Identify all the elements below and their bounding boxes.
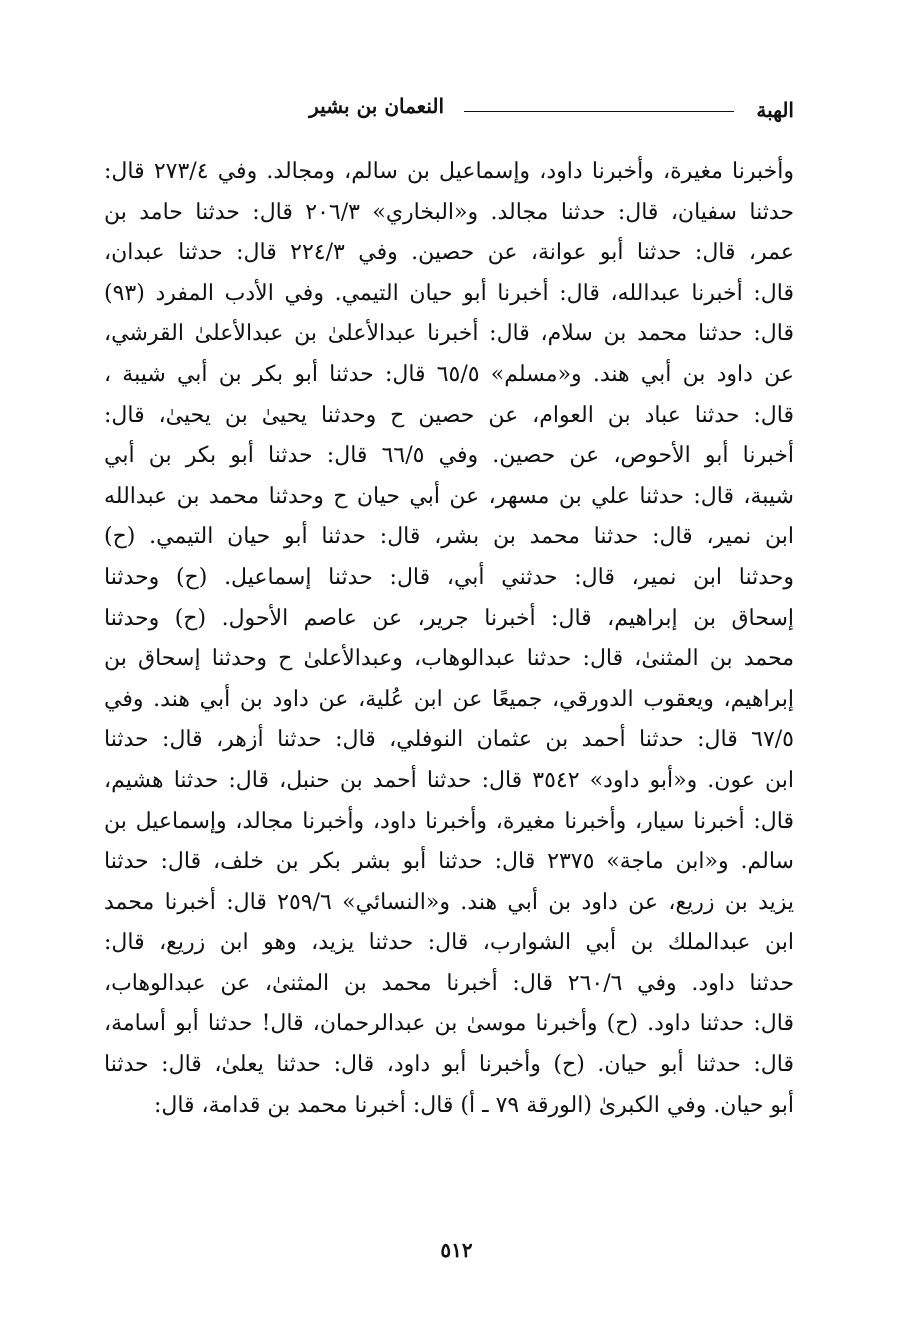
- page-number: ٥١٢: [440, 1238, 473, 1262]
- text-line: أخبرنا أبو الأحوص، عن حصين. وفي ٦٦/٥ قال: حدثنا أبو بكر بن أبي: [104, 443, 794, 469]
- text-line: قال: حدثنا محمد بن سلام، قال: أخبرنا عبدالأعلىٰ بن عبدالأعلىٰ القرشي،: [104, 321, 794, 347]
- text-line: عن داود بن أبي هند. و«مسلم» ٦٥/٥ قال: حدثنا أبو بكر بن أبي شيبة ،: [104, 361, 794, 387]
- body-text: [104, 152, 794, 1126]
- text-line: أبو حيان. وفي الكبرىٰ (الورقة ٧٩ ـ أ) قال: أخبرنا محمد بن قدامة، قال:: [153, 1092, 794, 1118]
- text-line: يزيد بن زريع، عن داود بن أبي هند. و«النسائي» ٢٥٩/٦ قال: أخبرنا محمد: [104, 889, 794, 915]
- text-line: قال: أخبرنا عبدالله، قال: أخبرنا أبو حيان التيمي. وفي الأدب المفرد (٩٣): [104, 280, 794, 306]
- text-line: ابن نمير، قال: حدثنا محمد بن بشر، قال: حدثنا أبو حيان التيمي. (ح): [104, 524, 794, 550]
- text-line: قال: حدثنا أبو حيان. (ح) وأخبرنا أبو داود، قال: حدثنا يعلىٰ، قال: حدثنا: [104, 1052, 794, 1078]
- text-line: قال: حدثنا عباد بن العوام، عن حصين ح وحدثنا يحيىٰ بن يحيىٰ، قال:: [104, 402, 794, 428]
- text-line: وأخبرنا مغيرة، وأخبرنا داود، وإسماعيل بن سالم، ومجالد. وفي ٢٧٣/٤ قال:: [104, 159, 794, 184]
- text-line: ٦٧/٥ قال: حدثنا أحمد بن عثمان النوفلي، قال: حدثنا أزهر، قال: حدثنا: [104, 727, 794, 753]
- text-line: إبراهيم، ويعقوب الدورقي، جميعًا عن ابن عُلية، عن داود بن أبي هند. وفي: [104, 686, 794, 712]
- text-line: وحدثنا ابن نمير، قال: حدثني أبي، قال: حدثنا إسماعيل. (ح) وحدثنا: [104, 564, 794, 590]
- text-line: شيبة، قال: حدثنا علي بن مسهر، عن أبي حيان ح وحدثنا محمد بن عبدالله: [104, 483, 794, 509]
- section-title: النعمان بن بشير: [309, 94, 444, 118]
- text-line: حدثنا سفيان، قال: حدثنا مجالد. و«البخاري» ٢٠٦/٣ قال: حدثنا حامد بن: [104, 199, 794, 225]
- running-header: [104, 94, 794, 128]
- text-line: إسحاق بن إبراهيم، قال: أخبرنا جرير، عن عاصم الأحول. (ح) وحدثنا: [104, 605, 794, 631]
- text-line: حدثنا داود. وفي ٢٦٠/٦ قال: أخبرنا محمد بن المثنىٰ، عن عبدالوهاب،: [104, 970, 794, 996]
- text-line: محمد بن المثنىٰ، قال: حدثنا عبدالوهاب، وعبدالأعلىٰ ح وحدثنا إسحاق بن: [104, 646, 794, 672]
- text-line: عمر، قال: حدثنا أبو عوانة، عن حصين. وفي ٢٢٤/٣ قال: حدثنا عبدان،: [104, 240, 794, 266]
- text-line: ابن عون. و«أبو داود» ٣٥٤٢ قال: حدثنا أحمد بن حنبل، قال: حدثنا هشيم،: [104, 767, 794, 793]
- header-rule: [464, 111, 734, 112]
- text-line: سالم. و«ابن ماجة» ٢٣٧٥ قال: حدثنا أبو بشر بكر بن خلف، قال: حدثنا: [104, 849, 794, 875]
- text-line: ابن عبدالملك بن أبي الشوارب، قال: حدثنا يزيد، وهو ابن زريع، قال:: [104, 930, 794, 956]
- text-line: قال: حدثنا داود. (ح) وأخبرنا موسىٰ بن عبدالرحمان، قال! حدثنا أبو أسامة،: [104, 1011, 794, 1037]
- text-line: قال: أخبرنا سيار، وأخبرنا مغيرة، وأخبرنا داود، وأخبرنا مجالد، وإسماعيل بن: [104, 808, 794, 834]
- chapter-title: الهبة: [756, 98, 794, 122]
